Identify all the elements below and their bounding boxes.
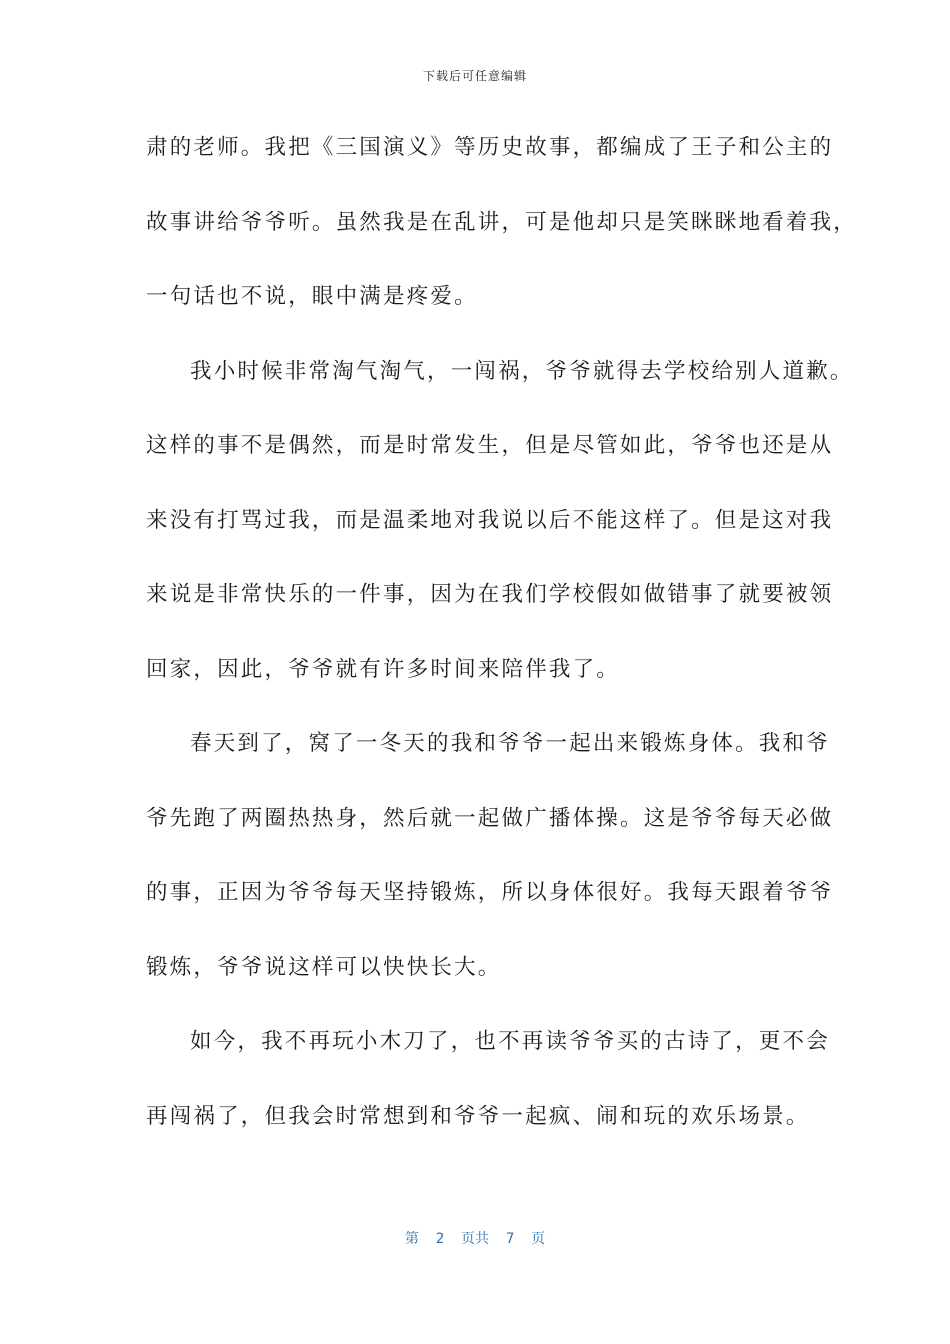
text-line: 再闯祸了，但我会时常想到和爷爷一起疯、闹和玩的欢乐场景。	[146, 1103, 810, 1129]
text-line: 这样的事不是偶然，而是时常发生，但是尽管如此，爷爷也还是从	[146, 433, 834, 458]
text-line: 的事，正因为爷爷每天坚持锻炼，所以身体很好。我每天跟着爷爷	[146, 880, 834, 905]
text-line: 回家，因此，爷爷就有许多时间来陪伴我了。	[146, 656, 621, 682]
page-number: 第 2 页共 7 页	[404, 1231, 546, 1247]
body-text	[146, 128, 858, 1171]
text-line: 春天到了，窝了一冬天的我和爷爷一起出来锻炼身体。我和爷	[190, 731, 830, 756]
text-line: 如今，我不再玩小木刀了，也不再读爷爷买的古诗了，更不会	[190, 1029, 830, 1054]
text-line: 肃的老师。我把《三国演义》等历史故事，都编成了王子和公主的	[146, 135, 834, 160]
text-line: 我小时候非常淘气淘气，一闯祸，爷爷就得去学校给别人道歉。	[190, 358, 854, 384]
text-line: 爷先跑了两圈热热身，然后就一起做广播体操。这是爷爷每天必做	[146, 805, 834, 831]
text-line: 故事讲给爷爷听。虽然我是在乱讲，可是他却只是笑眯眯地看着我，	[146, 209, 858, 235]
text-line: 来没有打骂过我，而是温柔地对我说以后不能这样了。但是这对我	[146, 507, 834, 533]
text-line: 来说是非常快乐的一件事，因为在我们学校假如做错事了就要被领	[146, 582, 834, 607]
text-line: 一句话也不说，眼中满是疼爱。	[146, 284, 478, 309]
page-header: 下载后可任意编辑	[422, 69, 527, 83]
text-line: 锻炼，爷爷说这样可以快快长大。	[146, 954, 502, 980]
